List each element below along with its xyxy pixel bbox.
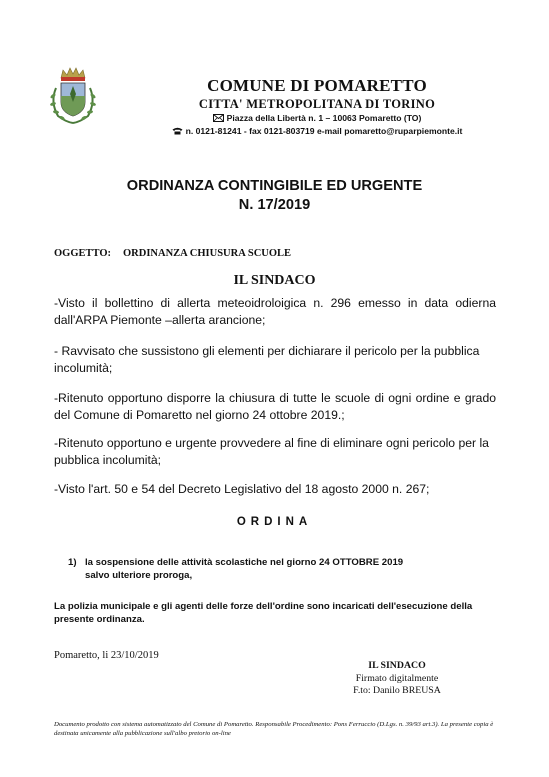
document-title-line1: ORDINANZA CONTINGIBILE ED URGENTE <box>126 178 423 194</box>
document-title <box>0 177 549 215</box>
place-date: Pomaretto, li 23/10/2019 <box>54 650 159 661</box>
signature-digital-note: Firmato digitalmente <box>355 672 439 684</box>
municipal-crest-icon <box>46 66 100 126</box>
subject-label: OGGETTO: <box>54 248 111 259</box>
telephone-icon <box>172 127 183 135</box>
contacts-line <box>132 125 502 138</box>
envelope-icon <box>213 114 224 122</box>
recital-paragraph: -Ritenuto opportuno disporre la chiusura di tutte le scuole di ogni ordine e grado del Comune di Pomaretto nel giorno 24 ottobre 2019.; <box>54 391 496 422</box>
metropolitan-city: CITTA' METROPOLITANA DI TORINO <box>198 97 436 111</box>
document-number: N. 17/2019 <box>238 197 311 213</box>
recital-paragraph: -Ritenuto opportuno e urgente provvedere al fine di eliminare ogni pericolo per la pubblica incolumità; <box>54 436 489 467</box>
signature-block <box>338 660 456 698</box>
contacts-text: n. 0121-81241 - fax 0121-803719 e-mail pomaretto@ruparpiemonte.it <box>185 126 463 136</box>
recital-paragraph: -Visto il bollettino di allerta meteoidroloigica n. 296 emesso in data odierna dall'ARPA Piemonte –allerta arancione; <box>54 296 496 327</box>
list-item-continuation: salvo ulteriore proroga, <box>85 570 193 581</box>
subject-line <box>54 248 291 259</box>
sindaco-heading: IL SINDACO <box>233 273 316 288</box>
list-item-number: 1) <box>68 557 77 568</box>
footer-note: Documento prodotto con sistema automatizzato del Comune di Pomaretto. Responsabile Procedimento: Pons Ferruccio (D.Lgs. n. 39/93 art.3). La presente copia è destinata unicamente alla pubblicazione sull'albo pretorio on-line <box>54 721 494 737</box>
ordina-heading: ORDINA <box>236 516 313 528</box>
ordina-list-item <box>68 556 508 582</box>
recital-paragraph: -Visto l'art. 50 e 54 del Decreto Legislativo del 18 agosto 2000 n. 267; <box>54 482 430 496</box>
enforcement-clause: La polizia municipale e gli agenti delle forze dell'ordine sono incaricati dell'esecuzione della presente ordinanza. <box>54 601 473 625</box>
recital-paragraph: - Ravvisato che sussistono gli elementi per dichiarare il pericolo per la pubblica incolumità; <box>54 344 480 375</box>
signature-name: F.to: Danilo BREUSA <box>353 685 441 696</box>
municipality-name: COMUNE DI POMARETTO <box>207 76 427 95</box>
list-item-text: la sospensione delle attività scolastiche nel giorno 24 OTTOBRE 2019 <box>85 557 404 568</box>
subject-value: ORDINANZA CHIUSURA SCUOLE <box>123 248 292 259</box>
address-text: Piazza della Libertà n. 1 – 10063 Pomaretto (TO) <box>226 113 422 123</box>
letterhead <box>132 76 502 138</box>
address-line <box>132 112 502 125</box>
signature-title: IL SINDACO <box>368 660 426 671</box>
